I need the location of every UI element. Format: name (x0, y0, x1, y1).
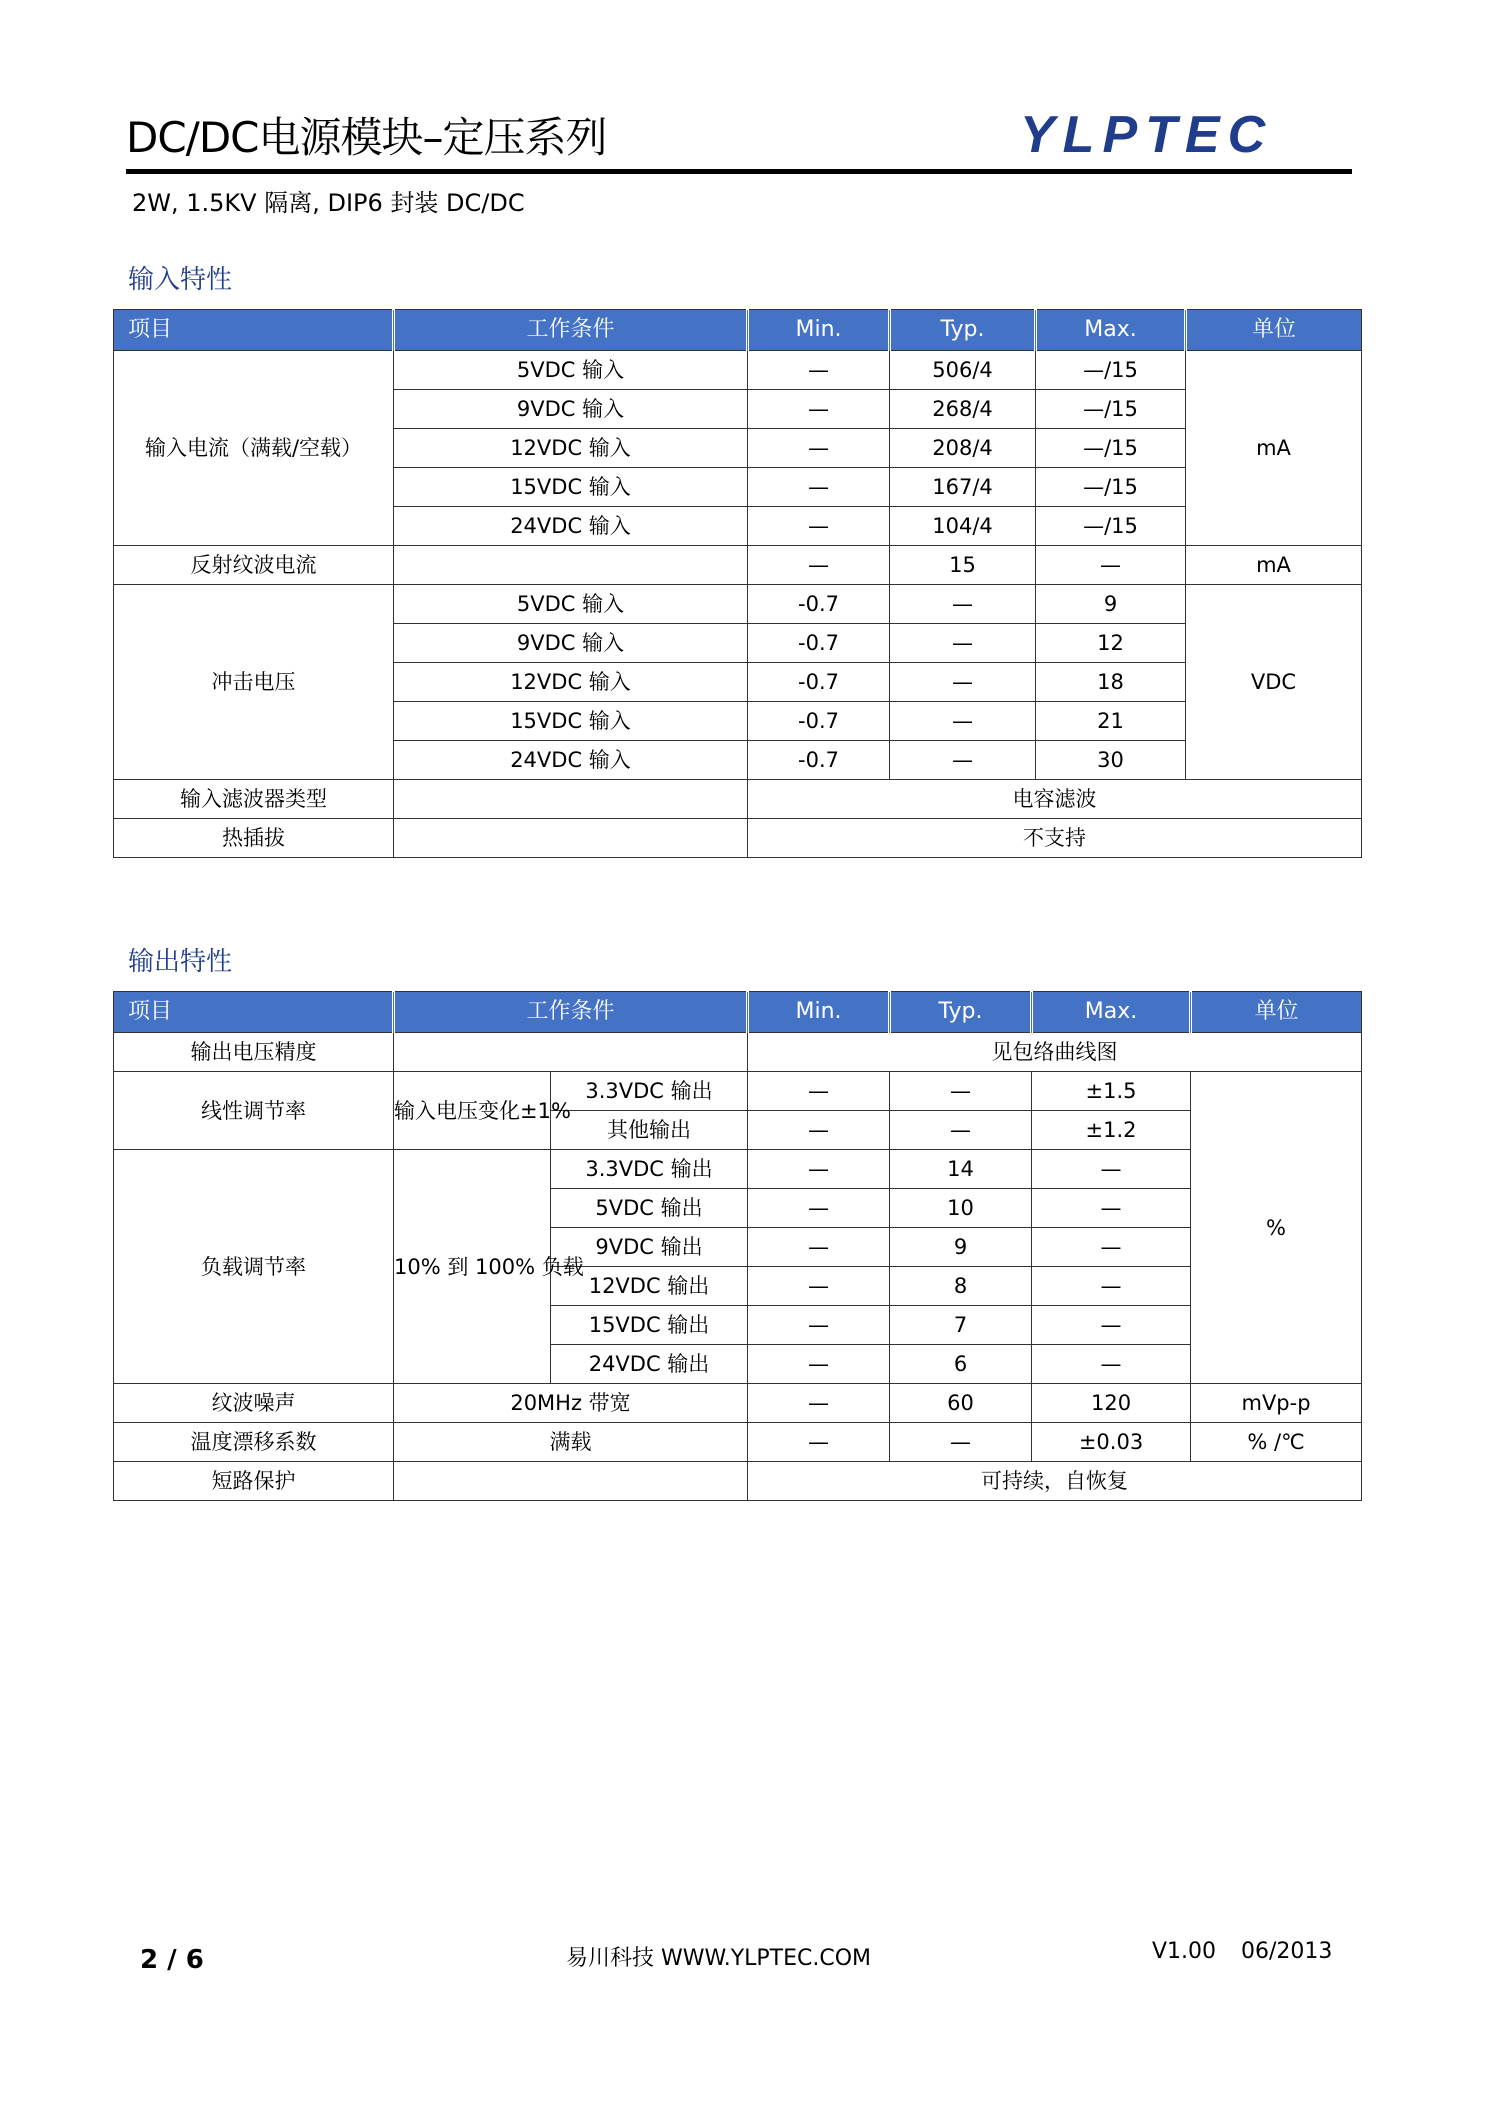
ripple-noise-condition: 20MHz 带宽 (394, 1384, 748, 1423)
filter-type-value: 电容滤波 (748, 780, 1362, 819)
cell-sub-condition: 24VDC 输出 (551, 1345, 748, 1384)
input-current-unit: mA (1186, 351, 1362, 546)
table-row (114, 1423, 1362, 1462)
cell-condition: 24VDC 输入 (394, 507, 748, 546)
cell-condition (394, 1033, 748, 1072)
load-regulation-condition: 10% 到 100% 负载 (394, 1150, 551, 1384)
cell-sub-condition: 3.3VDC 输出 (551, 1150, 748, 1189)
cell-min: — (748, 1072, 890, 1111)
cell-max: — (1032, 1306, 1191, 1345)
col-header-condition: 工作条件 (394, 992, 748, 1033)
ripple-noise-label: 纹波噪声 (114, 1384, 394, 1423)
input-section-title: 输入特性 (128, 265, 233, 295)
cell-max: ±1.2 (1032, 1111, 1191, 1150)
filter-type-label: 输入滤波器类型 (114, 780, 394, 819)
cell-min: -0.7 (748, 741, 890, 780)
short-circuit-label: 短路保护 (114, 1462, 394, 1501)
cell-min: — (748, 1345, 890, 1384)
cell-typ: — (890, 624, 1036, 663)
table-row (114, 780, 1362, 819)
cell-typ: 167/4 (890, 468, 1036, 507)
col-header-item: 项目 (114, 310, 394, 351)
cell-sub-condition: 12VDC 输出 (551, 1267, 748, 1306)
voltage-accuracy-label: 输出电压精度 (114, 1033, 394, 1072)
cell-min: — (748, 1306, 890, 1345)
col-header-min: Min. (748, 992, 890, 1033)
cell-condition (394, 546, 748, 585)
col-header-unit: 单位 (1186, 310, 1362, 351)
cell-condition (394, 1462, 748, 1501)
cell-min: — (748, 390, 890, 429)
cell-min: — (748, 507, 890, 546)
regulation-unit: % (1191, 1072, 1362, 1384)
cell-max: —/15 (1036, 507, 1186, 546)
header-rule (126, 169, 1352, 174)
col-header-max: Max. (1036, 310, 1186, 351)
cell-typ: 15 (890, 546, 1036, 585)
load-regulation-label: 负载调节率 (114, 1150, 394, 1384)
cell-max: 9 (1036, 585, 1186, 624)
ylptec-logo (1018, 106, 1340, 164)
cell-condition: 15VDC 输入 (394, 468, 748, 507)
footer-date: 06/2013 (1241, 1939, 1333, 1964)
hotplug-label: 热插拔 (114, 819, 394, 858)
cell-typ: — (890, 1072, 1032, 1111)
cell-condition: 5VDC 输入 (394, 351, 748, 390)
col-header-min: Min. (748, 310, 890, 351)
cell-min: — (748, 1423, 890, 1462)
col-header-item: 项目 (114, 992, 394, 1033)
cell-condition: 12VDC 输入 (394, 429, 748, 468)
cell-max: — (1036, 546, 1186, 585)
table-header-row (114, 992, 1362, 1033)
cell-max: —/15 (1036, 390, 1186, 429)
cell-max: —/15 (1036, 429, 1186, 468)
cell-condition: 12VDC 输入 (394, 663, 748, 702)
cell-typ: — (890, 741, 1036, 780)
cell-typ: 60 (890, 1384, 1032, 1423)
cell-min: — (748, 1111, 890, 1150)
cell-min: — (748, 1189, 890, 1228)
cell-max: — (1032, 1189, 1191, 1228)
cell-max: —/15 (1036, 468, 1186, 507)
cell-min: -0.7 (748, 585, 890, 624)
table-row (114, 1462, 1362, 1501)
table-row (114, 351, 1362, 390)
table-header-row (114, 310, 1362, 351)
cell-condition (394, 780, 748, 819)
cell-sub-condition: 3.3VDC 输出 (551, 1072, 748, 1111)
cell-max: 18 (1036, 663, 1186, 702)
cell-sub-condition: 5VDC 输出 (551, 1189, 748, 1228)
cell-typ: — (890, 1111, 1032, 1150)
document-subtitle: 2W, 1.5KV 隔离, DIP6 封装 DC/DC (132, 189, 525, 217)
ripple-current-label: 反射纹波电流 (114, 546, 394, 585)
footer-company: 易川科技 WWW.YLPTEC.COM (566, 1946, 872, 1971)
table-row (114, 819, 1362, 858)
cell-sub-condition: 9VDC 输出 (551, 1228, 748, 1267)
cell-max: 120 (1032, 1384, 1191, 1423)
cell-typ: 9 (890, 1228, 1032, 1267)
output-section-title: 输出特性 (128, 947, 233, 977)
input-characteristics-table (113, 309, 1362, 858)
table-row (114, 546, 1362, 585)
cell-max: 30 (1036, 741, 1186, 780)
col-header-typ: Typ. (890, 310, 1036, 351)
cell-max: ±1.5 (1032, 1072, 1191, 1111)
cell-max: — (1032, 1267, 1191, 1306)
cell-typ: 7 (890, 1306, 1032, 1345)
cell-min: — (748, 1228, 890, 1267)
cell-min: -0.7 (748, 702, 890, 741)
temp-drift-label: 温度漂移系数 (114, 1423, 394, 1462)
cell-condition: 9VDC 输入 (394, 390, 748, 429)
cell-unit: mVp-p (1191, 1384, 1362, 1423)
cell-typ: — (890, 702, 1036, 741)
logo-text: YLPTEC (1020, 106, 1274, 164)
cell-min: -0.7 (748, 663, 890, 702)
col-header-condition: 工作条件 (394, 310, 748, 351)
cell-sub-condition: 其他输出 (551, 1111, 748, 1150)
cell-typ: 14 (890, 1150, 1032, 1189)
cell-condition: 24VDC 输入 (394, 741, 748, 780)
cell-condition (394, 819, 748, 858)
table-row (114, 1072, 1362, 1111)
surge-voltage-unit: VDC (1186, 585, 1362, 780)
table-row (114, 1033, 1362, 1072)
table-row (114, 1384, 1362, 1423)
temp-drift-condition: 满载 (394, 1423, 748, 1462)
cell-min: — (748, 1384, 890, 1423)
input-current-label: 输入电流（满载/空载） (114, 351, 394, 546)
cell-max: — (1032, 1345, 1191, 1384)
cell-max: — (1032, 1228, 1191, 1267)
cell-sub-condition: 15VDC 输出 (551, 1306, 748, 1345)
col-header-unit: 单位 (1191, 992, 1362, 1033)
footer-version: V1.00 (1152, 1939, 1217, 1964)
output-characteristics-table (113, 991, 1362, 1501)
page-number: 2 / 6 (140, 1945, 204, 1975)
voltage-accuracy-value: 见包络曲线图 (748, 1033, 1362, 1072)
cell-min: — (748, 468, 890, 507)
document-title: DC/DC电源模块–定压系列 (126, 113, 607, 162)
cell-max: 21 (1036, 702, 1186, 741)
cell-max: ±0.03 (1032, 1423, 1191, 1462)
table-row (114, 585, 1362, 624)
cell-condition: 5VDC 输入 (394, 585, 748, 624)
cell-typ: 6 (890, 1345, 1032, 1384)
short-circuit-value: 可持续，自恢复 (748, 1462, 1362, 1501)
hotplug-value: 不支持 (748, 819, 1362, 858)
line-regulation-label: 线性调节率 (114, 1072, 394, 1150)
col-header-max: Max. (1032, 992, 1191, 1033)
cell-typ: 208/4 (890, 429, 1036, 468)
cell-condition: 15VDC 输入 (394, 702, 748, 741)
cell-typ: 268/4 (890, 390, 1036, 429)
cell-typ: — (890, 663, 1036, 702)
cell-min: — (748, 1267, 890, 1306)
cell-typ: — (890, 585, 1036, 624)
cell-typ: 10 (890, 1189, 1032, 1228)
cell-unit: % /℃ (1191, 1423, 1362, 1462)
cell-typ: — (890, 1423, 1032, 1462)
cell-typ: 104/4 (890, 507, 1036, 546)
cell-max: — (1032, 1150, 1191, 1189)
line-regulation-condition: 输入电压变化±1% (394, 1072, 551, 1150)
col-header-typ: Typ. (890, 992, 1032, 1033)
cell-unit: mA (1186, 546, 1362, 585)
cell-min: — (748, 351, 890, 390)
cell-max: —/15 (1036, 351, 1186, 390)
cell-min: — (748, 1150, 890, 1189)
cell-min: -0.7 (748, 624, 890, 663)
cell-typ: 8 (890, 1267, 1032, 1306)
table-row (114, 1150, 1362, 1189)
cell-min: — (748, 429, 890, 468)
cell-typ: 506/4 (890, 351, 1036, 390)
cell-condition: 9VDC 输入 (394, 624, 748, 663)
cell-max: 12 (1036, 624, 1186, 663)
cell-min: — (748, 546, 890, 585)
surge-voltage-label: 冲击电压 (114, 585, 394, 780)
